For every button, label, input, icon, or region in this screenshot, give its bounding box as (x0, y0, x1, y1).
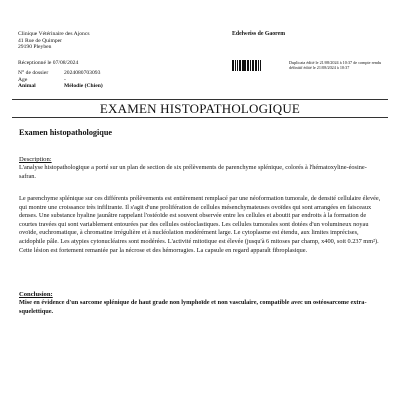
page-title: EXAMEN HISTOPATHOLOGIQUE (99, 101, 301, 116)
animal-label: Animal (18, 83, 36, 90)
file-number-label: N° de dossier (18, 70, 49, 76)
conclusion-text: Mise en évidence d'un sarcome splénique de haut grade non lymphoïde et non vasculaire, compatible avec un ostéosarcome extra-squelettique. (19, 299, 367, 315)
description-paragraph-1: L'analyse histopathologique a porté sur un plan de section de six prélèvements de parenchyme splénique, colorés à l'hématoxyline-éosine-safran. (19, 164, 367, 180)
owner-name: Edelweiss de Gaorem (232, 31, 286, 37)
description-paragraph-2: Le parenchyme splénique sur ces différents prélèvements est entièrement remplacé par une néoformation tumorale, de densité cellulaire élevée, qui montre une croissance très infiltrante. Il s'agit d'une prolifération de cellules mésenchymateuses ovoïdes qui sont arrangées en faisceaux denses. Une substance hyaline jaunâtre rappelant l'ostéoïde est souvent observée entre les cellules et aboutit par endroits à la formation de courtes travées qui sont variablement entourées par des cellules ostéoclastiques. Les cellules tumorales sont dotées d'un volumineux noyau ovoïde, euchromatique, à chromatine irrégulière et à nucléolation modérément large. Le cytoplasme est étendu, aux limites imprécises, acidophile pâle. Les atypies cytonucléaires sont modérées. L'activité mitotique est élevée (jusqu'à 6 mitoses par champ, x400, soit 0.237 mm²). Cette lésion est fortement remaniée par la nécrose et des hémorragies. La capsule en regard apparaît fibroplasique. (19, 195, 381, 254)
duplicate-note (289, 60, 389, 70)
file-number-value: 2024080703093 (64, 70, 101, 76)
clinic-street: 41 Rue de Quimper (18, 37, 62, 44)
clinic-name: Clinique Vétérinaire des Ajoncs (18, 31, 90, 37)
conclusion-label: Conclusion: (19, 291, 53, 298)
duplicate-line-1: Duplicata édité le 21/08/2024 à 10:37 de compte rendu (289, 60, 382, 65)
record-row-file (18, 70, 103, 77)
title-rule-bottom (12, 117, 388, 118)
received-date: Réceptionné le 07/08/2024 (18, 60, 79, 66)
record-row-animal (18, 83, 103, 90)
age-label: Age (18, 76, 28, 83)
animal-value: Mélodie (Chien) (64, 83, 103, 90)
record-info (18, 70, 103, 90)
clinic-city: 29190 Pleyben (18, 44, 52, 51)
barcode-gap (260, 60, 261, 71)
age-value: - (64, 76, 66, 83)
section-title: Examen histopathologique (19, 128, 113, 137)
title-rule-top (12, 99, 388, 100)
description-label: Description: (19, 156, 52, 163)
barcode-image (232, 60, 286, 71)
duplicate-line-2: définitif édité le 21/08/2024 à 10:37 (289, 65, 350, 70)
clinic-address (18, 31, 168, 51)
